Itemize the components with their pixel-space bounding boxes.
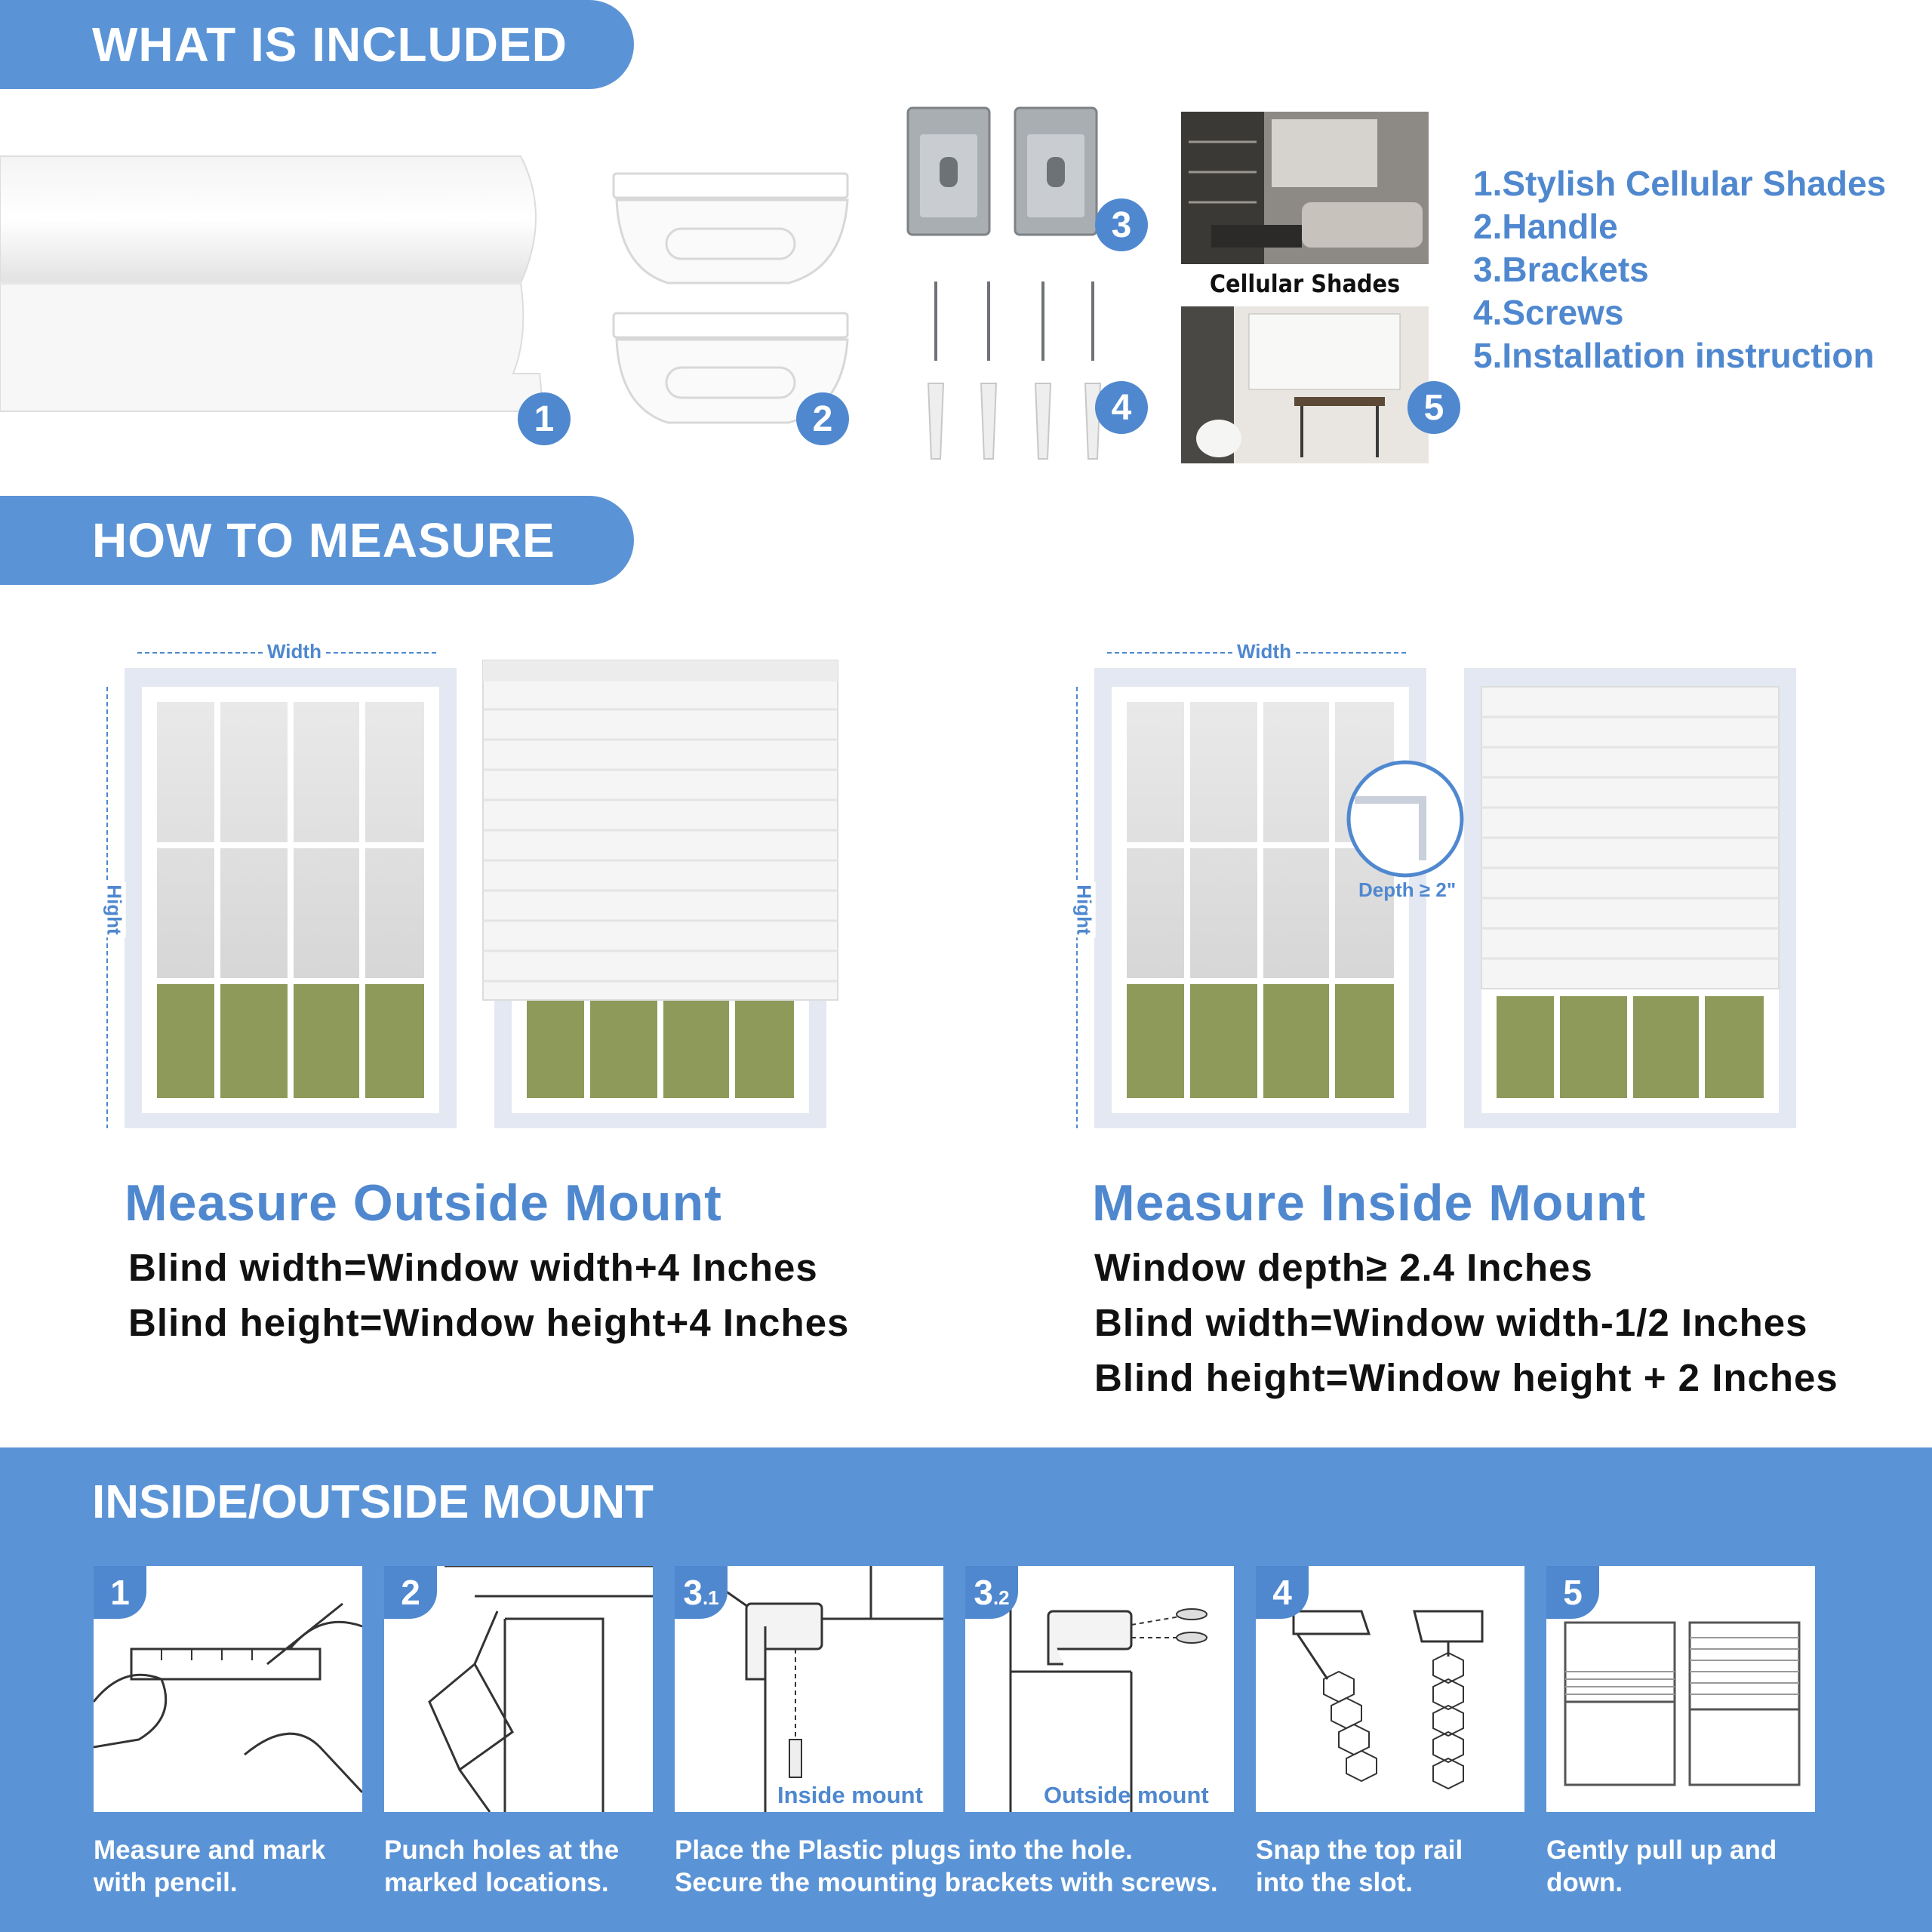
- photo-caption: Cellular Shades: [1181, 264, 1429, 303]
- step-number-3-2-text: 3: [974, 1573, 993, 1612]
- included-item-screws: 4.Screws: [1473, 293, 1624, 332]
- installation-instruction-photo-bottom: [1181, 306, 1429, 463]
- step-number-3-1-text: 3: [683, 1573, 703, 1612]
- outside-mount-line-2: Blind height=Window height+4 Inches: [128, 1301, 850, 1344]
- included-item-handle: 2.Handle: [1473, 207, 1618, 246]
- step-card-5: [1546, 1566, 1815, 1812]
- inside-mount-title: Measure Inside Mount: [1092, 1174, 1647, 1232]
- outside-mount-title: Measure Outside Mount: [125, 1174, 722, 1232]
- item-badge-1: 1: [518, 392, 571, 445]
- step-caption-5-line-2: down.: [1546, 1868, 1623, 1897]
- step-caption-3-line-2: Secure the mounting brackets with screws.: [675, 1868, 1218, 1897]
- outside-height-label: Hight: [103, 881, 126, 937]
- step-card-2: [384, 1566, 653, 1812]
- item-badge-2: 2: [796, 392, 849, 445]
- included-item-brackets: 3.Brackets: [1473, 250, 1649, 289]
- outside-mount-tag: Outside mount: [1044, 1782, 1209, 1808]
- step-number-2-text: 2: [401, 1573, 420, 1612]
- section-banner-included: [0, 0, 634, 89]
- section-title-measure: HOW TO MEASURE: [92, 513, 555, 568]
- step-caption-1: [94, 1834, 325, 1899]
- included-item-instruction: 5.Installation instruction: [1473, 336, 1875, 375]
- step-caption-1-line-2: with pencil.: [94, 1868, 238, 1897]
- inside-mount-line-1: Window depth≥ 2.4 Inches: [1094, 1246, 1593, 1289]
- step-card-1: [94, 1566, 362, 1812]
- item-badge-3: 3: [1095, 198, 1148, 251]
- screws-product-image: [913, 278, 1124, 466]
- inside-height-label: Hight: [1072, 881, 1096, 937]
- section-title-mount: INSIDE/OUTSIDE MOUNT: [92, 1476, 654, 1528]
- step-caption-5-line-1: Gently pull up and: [1546, 1835, 1777, 1865]
- depth-label: Depth ≥ 2": [1358, 878, 1457, 901]
- inside-mount-line-2: Blind width=Window width-1/2 Inches: [1094, 1301, 1808, 1344]
- outside-mount-line-1: Blind width=Window width+4 Inches: [128, 1246, 818, 1289]
- step-caption-1-line-1: Measure and mark: [94, 1835, 326, 1865]
- step-number-3-1-sub: .1: [702, 1586, 719, 1609]
- step-card-3-1: [675, 1566, 943, 1812]
- inside-mount-line-3: Blind height=Window height + 2 Inches: [1094, 1356, 1838, 1399]
- section-title-included: WHAT IS INCLUDED: [92, 17, 568, 72]
- item-badge-4: 4: [1095, 381, 1148, 434]
- step-card-4: [1256, 1566, 1524, 1812]
- inside-width-label: Width: [1232, 640, 1296, 663]
- step-caption-2: [384, 1834, 619, 1899]
- outside-mount-illustration: [83, 634, 875, 1162]
- step-caption-3-line-1: Place the Plastic plugs into the hole.: [675, 1835, 1133, 1865]
- step-card-3-2: [965, 1566, 1234, 1812]
- step-caption-3: [675, 1834, 1218, 1899]
- step-caption-2-line-2: marked locations.: [384, 1868, 609, 1897]
- step-number-5-text: 5: [1563, 1573, 1583, 1612]
- bracket-product-image: [902, 104, 1098, 240]
- cellular-shade-product-image: [0, 155, 551, 415]
- included-items-list: [1473, 162, 1886, 377]
- step-caption-5: [1546, 1834, 1777, 1899]
- step-number-4-text: 4: [1272, 1573, 1292, 1612]
- step-caption-2-line-1: Punch holes at the: [384, 1835, 620, 1865]
- item-badge-5: 5: [1407, 381, 1460, 434]
- included-item-shades: 1.Stylish Cellular Shades: [1473, 164, 1887, 203]
- inside-mount-tag: Inside mount: [777, 1782, 923, 1808]
- step-number-3-2-sub: .2: [992, 1586, 1010, 1609]
- installation-instruction-photo-top: [1181, 112, 1429, 264]
- outside-width-label: Width: [263, 640, 326, 663]
- step-caption-4-line-1: Snap the top rail: [1256, 1835, 1463, 1865]
- step-number-1-text: 1: [110, 1573, 130, 1612]
- section-banner-measure: [0, 496, 634, 585]
- step-caption-4-line-2: into the slot.: [1256, 1868, 1414, 1897]
- step-caption-4: [1256, 1834, 1463, 1899]
